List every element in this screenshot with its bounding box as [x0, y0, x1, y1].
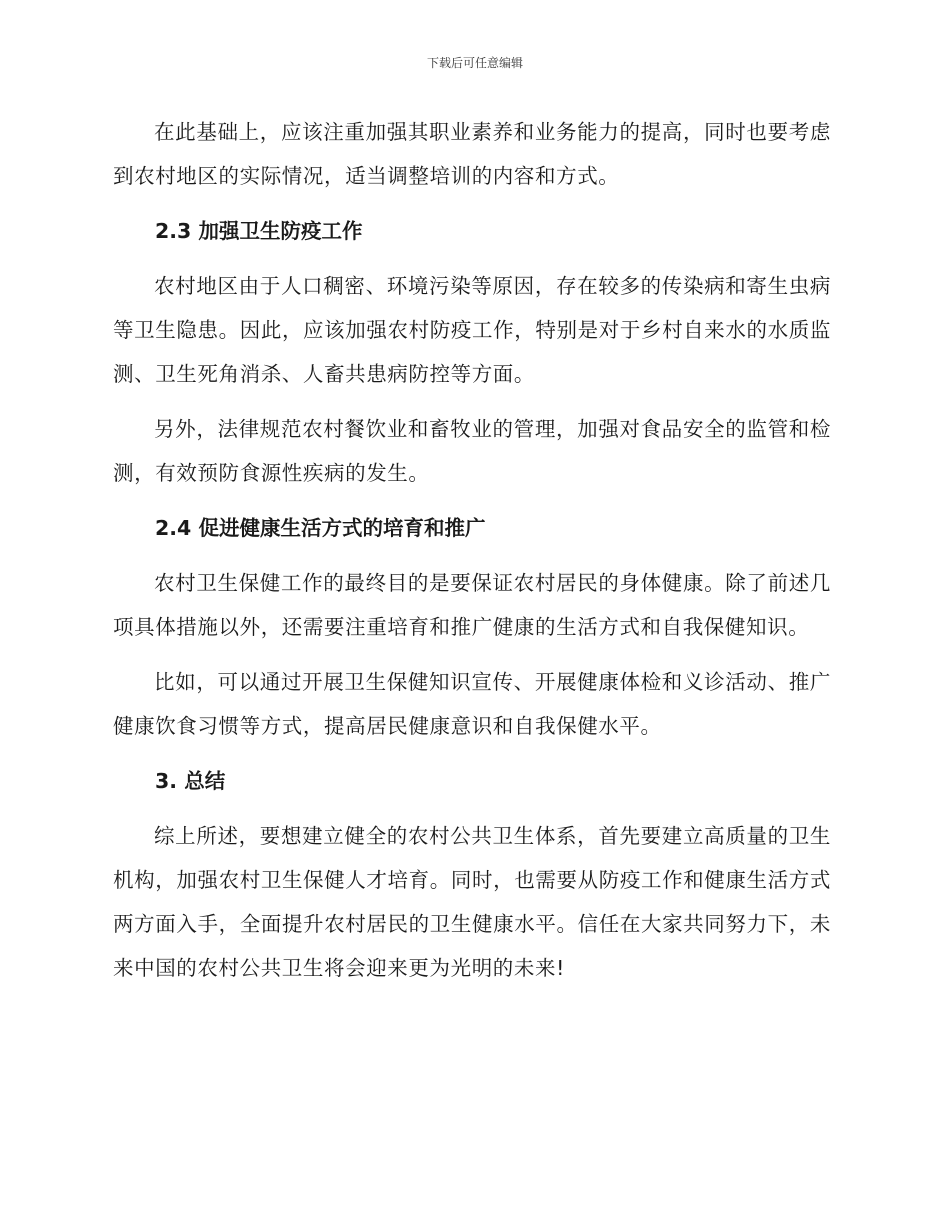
paragraph-health-goal: 农村卫生保健工作的最终目的是要保证农村居民的身体健康。除了前述几项具体措施以外，还需要注重培育和推广健康的生活方式和自我保健知识。 [113, 571, 831, 639]
page-header-note: 下载后可任意编辑 [426, 56, 523, 70]
document-body [113, 110, 831, 1001]
paragraph-training-content: 在此基础上，应该注重加强其职业素养和业务能力的提高，同时也要考虑到农村地区的实际情况，适当调整培训的内容和方式。 [113, 120, 831, 188]
paragraph-summary: 综上所述，要想建立健全的农村公共卫生体系，首先要建立高质量的卫生机构，加强农村卫生保健人才培育。同时，也需要从防疫工作和健康生活方式两方面入手，全面提升农村居民的卫生健康水平。信任在大家共同努力下，未来中国的农村公共卫生将会迎来更为光明的未来! [113, 824, 831, 980]
paragraph-epidemic-risks: 农村地区由于人口稠密、环境污染等原因，存在较多的传染病和寄生虫病等卫生隐患。因此，应该加强农村防疫工作，特别是对于乡村自来水的水质监测、卫生死角消杀、人畜共患病防控等方面。 [113, 274, 831, 386]
heading-healthy-lifestyle: 2.4 促进健康生活方式的培育和推广 [155, 516, 486, 540]
heading-epidemic-prevention: 2.3 加强卫生防疫工作 [155, 219, 363, 243]
heading-summary: 3. 总结 [155, 769, 226, 793]
paragraph-food-safety: 另外，法律规范农村餐饮业和畜牧业的管理，加强对食品安全的监管和检测，有效预防食源性疾病的发生。 [113, 417, 831, 485]
paragraph-health-promotion: 比如，可以通过开展卫生保健知识宣传、开展健康体检和义诊活动、推广健康饮食习惯等方式，提高居民健康意识和自我保健水平。 [113, 670, 831, 738]
